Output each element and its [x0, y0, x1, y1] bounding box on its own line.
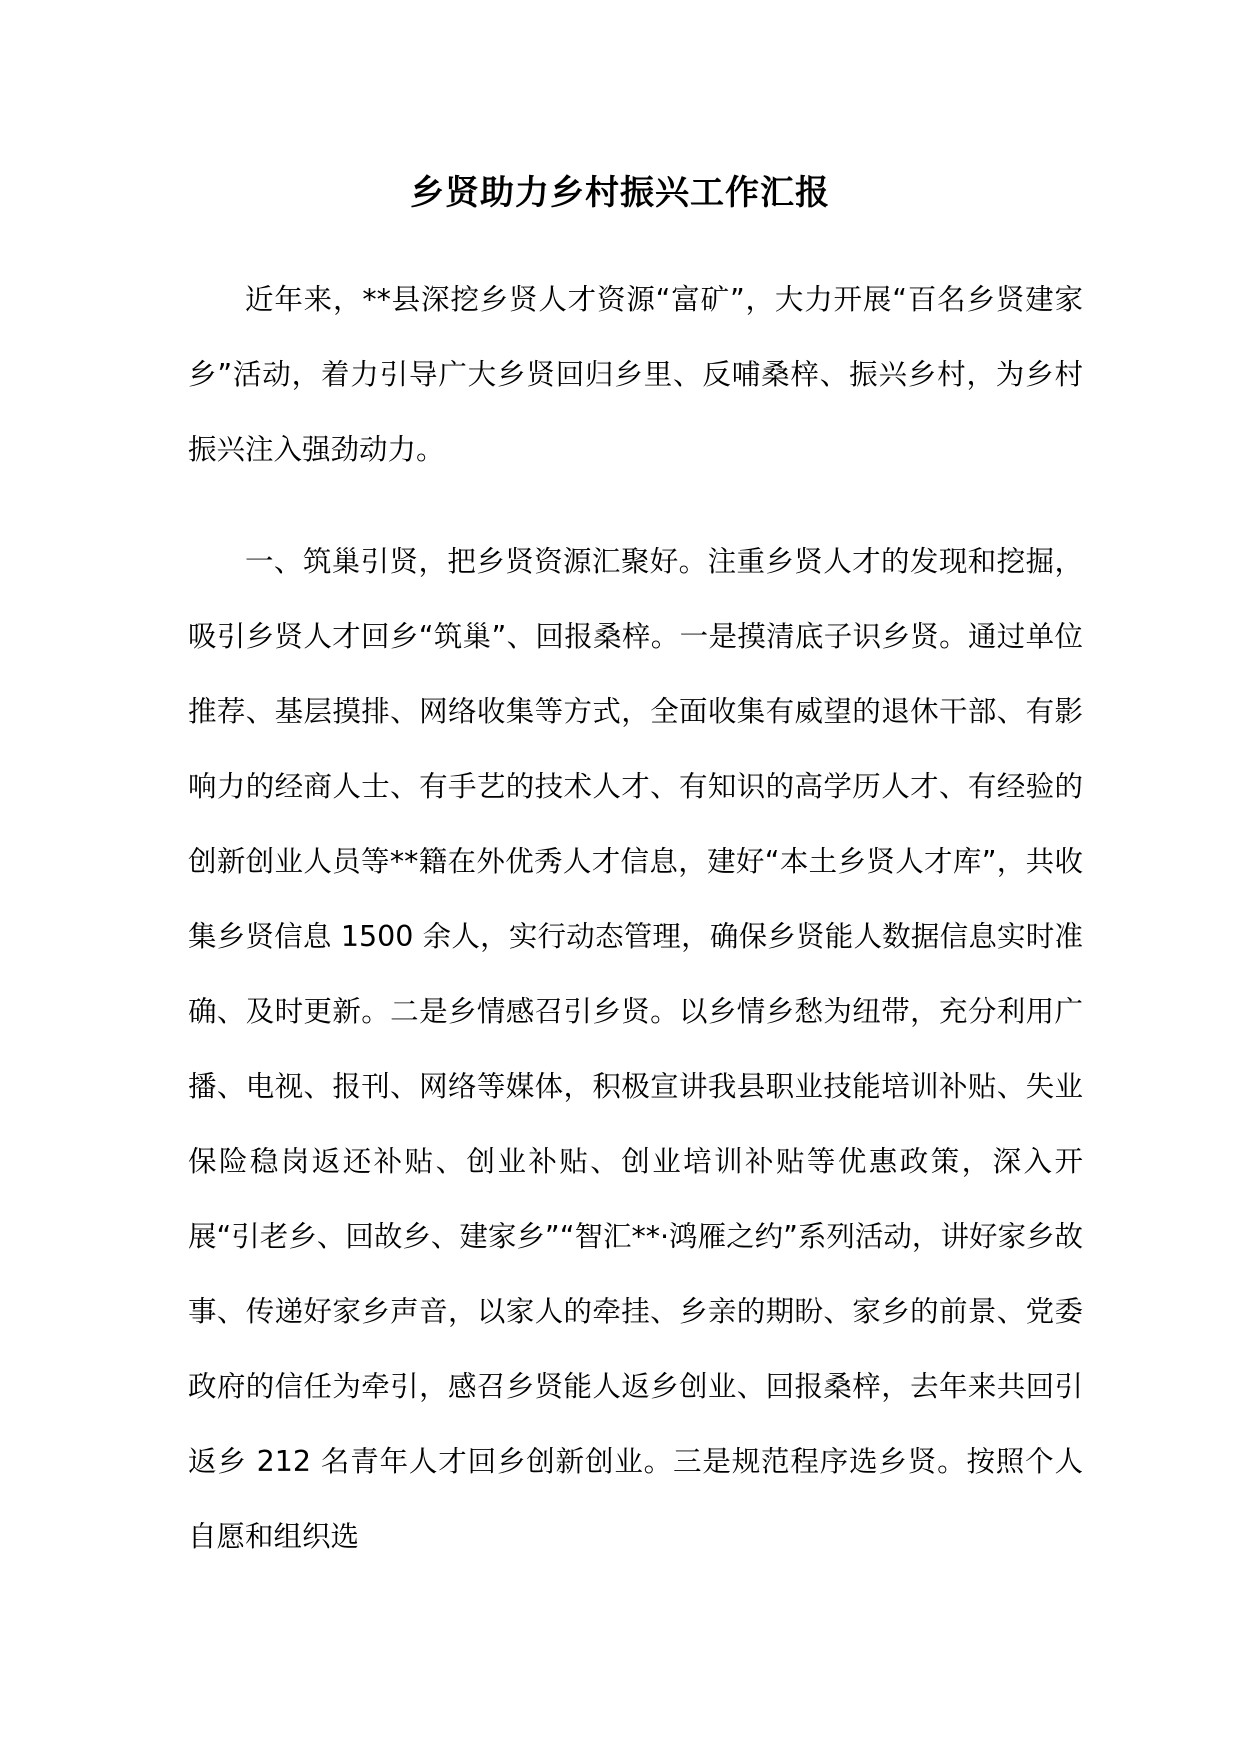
document-title: 乡贤助力乡村振兴工作汇报: [410, 173, 830, 213]
paragraph-intro: 近年来，**县深挖乡贤人才资源“富矿”，大力开展“百名乡贤建家乡”活动，着力引导广大乡贤回归乡里、反哺桑梓、振兴乡村，为乡村振兴注入强劲动力。: [188, 283, 1083, 466]
document-body: [188, 262, 1083, 1574]
paragraph-section-one: 一、筑巢引贤，把乡贤资源汇聚好。注重乡贤人才的发现和挖掘，吸引乡贤人才回乡“筑巢”、回报桑梓。一是摸清底子识乡贤。通过单位推荐、基层摸排、网络收集等方式，全面收集有威望的退休干部、有影响力的经商人士、有手艺的技术人才、有知识的高学历人才、有经验的创新创业人员等**籍在外优秀人才信息，建好“本土乡贤人才库”，共收集乡贤信息 1500 余人，实行动态管理，确保乡贤能人数据信息实时准确、及时更新。二是乡情感召引乡贤。以乡情乡愁为纽带，充分利用广播、电视、报刊、网络等媒体，积极宣讲我县职业技能培训补贴、失业保险稳岗返还补贴、创业补贴、创业培训补贴等优惠政策，深入开展“引老乡、回故乡、建家乡”“智汇**·鸿雁之约”系列活动，讲好家乡故事、传递好家乡声音，以家人的牵挂、乡亲的期盼、家乡的前景、党委政府的信任为牵引，感召乡贤能人返乡创业、回报桑梓，去年来共回引返乡 212 名青年人才回乡创新创业。三是规范程序选乡贤。按照个人自愿和组织选: [188, 545, 1083, 1553]
